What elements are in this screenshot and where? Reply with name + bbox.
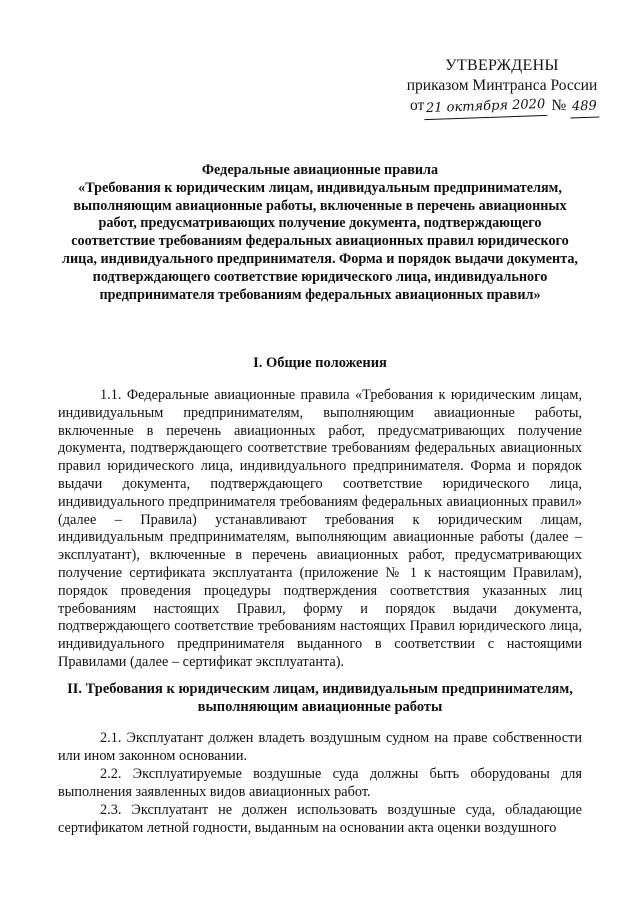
handwritten-number: 489 xyxy=(570,97,600,119)
date-prefix: от xyxy=(410,97,425,114)
title-line1: Федеральные авиационные правила xyxy=(201,162,439,178)
section2-heading: II. Требования к юридическим лицам, индивидуальным предпринимателям, выполняющим авиационные работы xyxy=(67,681,573,715)
number-prefix: № xyxy=(551,97,567,114)
paragraph-1-1: 1.1. Федеральные авиационные правила «Требования к юридическим лицам, индивидуальным предпринимателям, выполняющим авиационные работы, включенные в перечень авиационных работ, предусматривающих получение документа, подтверждающего соответствие требованиям федеральных авиационных правил юридического лица, индивидуального предпринимателя. Форма и порядок выдачи документа, подтверждающего соответствие юридического лица, индивидуального предпринимателя требованиям федеральных авиационных правил» (далее – Правила) устанавливают требования к юридическим лицам, индивидуальным предпринимателям, выполняющим авиационные работы (далее – эксплуатант), включенные в перечень авиационных работ, предусматривающих получение сертификата эксплуатанта (приложение № 1 к настоящим Правилам), порядок проведения процедуры подтверждения соответствия указанных лиц требованиям настоящих Правил, форму и порядок выдачи документа, подтверждающего соответствие требованиям настоящих Правил юридического лица, индивидуального предпринимателя выданного в соответствии с настоящими Правилами (далее – сертификат эксплуатанта). xyxy=(58,387,582,670)
approval-stamp xyxy=(402,56,602,118)
approval-date-line xyxy=(402,96,602,118)
approval-heading: УТВЕРЖДЕНЫ xyxy=(445,57,559,74)
approval-order: приказом Минтранса России xyxy=(406,77,598,94)
section1-heading: I. Общие положения xyxy=(253,355,387,371)
handwritten-date: 21 октября 2020 xyxy=(424,95,548,120)
document-title xyxy=(58,162,582,304)
title-body: «Требования к юридическим лицам, индивидуальным предпринимателям, выполняющим авиационные работы, включенные в перечень авиационных работ, предусматривающих получение документа, подтверждающего соответствие требованиям федеральных авиационных правил юридического лица, индивидуального предпринимателя. Форма и порядок выдачи документа, подтверждающего соответствие юридического лица, индивидуального предпринимателя требованиям федеральных авиационных правил» xyxy=(62,179,578,303)
paragraph-2-1: 2.1. Эксплуатант должен владеть воздушным судном на праве собственности или ином законном основании. xyxy=(58,730,582,764)
paragraph-2-3: 2.3. Эксплуатант не должен использовать воздушные суда, обладающие сертификатом летной годности, выданным на основании акта оценки воздушного xyxy=(58,802,582,836)
paragraph-2-2: 2.2. Эксплуатируемые воздушные суда должны быть оборудованы для выполнения заявленных видов авиационных работ. xyxy=(58,766,582,800)
